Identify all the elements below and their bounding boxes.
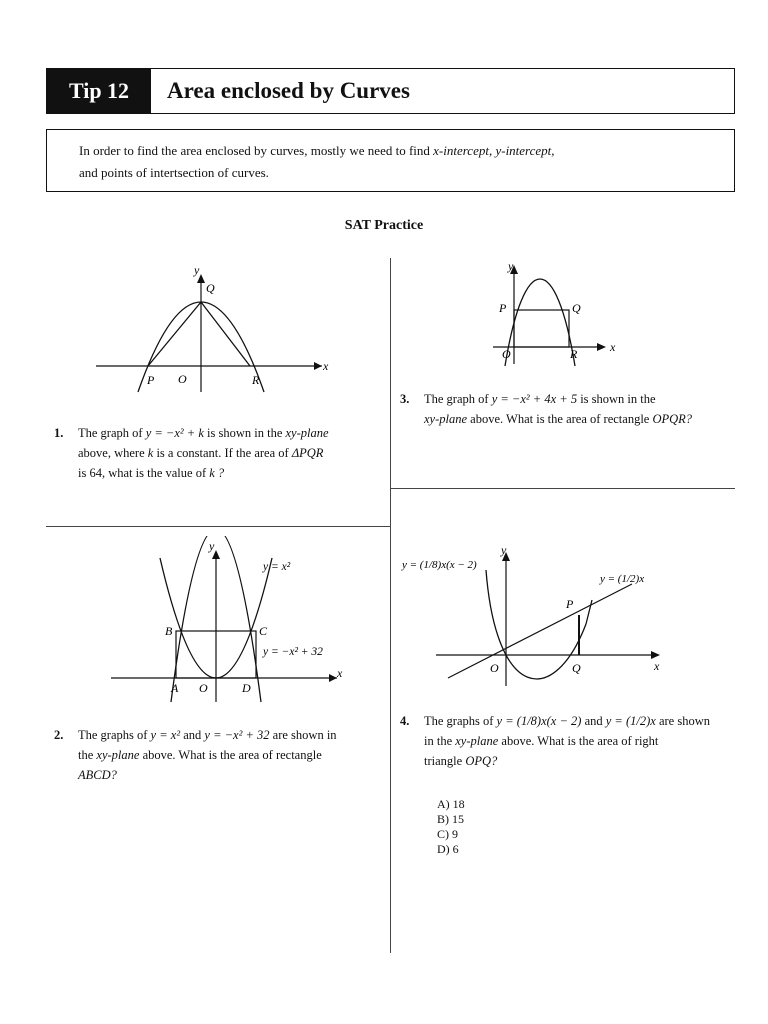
problem-1-text: 1. The graph of y = −x² + k is shown in the xy-plane above, where k is a constant. If the area of ΔPQR is 64, what is the value of k ? xyxy=(54,423,384,483)
svg-text:R: R xyxy=(570,347,578,361)
svg-text:Q: Q xyxy=(206,281,215,295)
problem-2-number: 2. xyxy=(54,728,64,742)
choice-d[interactable]: D) 6 xyxy=(437,842,459,856)
svg-text:Q: Q xyxy=(572,661,581,675)
svg-text:O: O xyxy=(178,372,187,386)
section-title: SAT Practice xyxy=(344,218,424,233)
svg-text:P: P xyxy=(147,373,155,387)
svg-text:y = (1/8)x(x − 2): y = (1/8)x(x − 2) xyxy=(402,559,477,571)
y-intercept-term: y-intercept, xyxy=(495,143,555,158)
svg-text:D: D xyxy=(242,681,251,695)
problem-1-graph xyxy=(90,258,340,398)
svg-text:y = (1/2)x: y = (1/2)x xyxy=(600,573,645,585)
row-divider-left xyxy=(46,526,390,527)
svg-text:y: y xyxy=(209,539,215,553)
svg-text:O: O xyxy=(490,661,499,675)
svg-text:y = x²: y = x² xyxy=(263,561,291,573)
svg-text:O: O xyxy=(199,681,208,695)
intro-line-1: In order to find the area enclosed by curves, mostly we need to find x-intercept, y-intercept, xyxy=(79,143,555,158)
svg-text:x: x xyxy=(654,659,660,673)
svg-text:x: x xyxy=(610,340,616,354)
column-divider-bottom xyxy=(390,488,391,953)
choice-a[interactable]: A) 18 xyxy=(437,797,465,811)
svg-text:x: x xyxy=(323,359,329,373)
svg-text:R: R xyxy=(252,373,260,387)
problem-1-equation: y = −x² + k xyxy=(145,426,204,440)
svg-text:y: y xyxy=(501,543,507,557)
svg-text:P: P xyxy=(499,301,507,315)
svg-text:Q: Q xyxy=(572,301,581,315)
intro-box xyxy=(46,129,735,192)
problem-3-graph xyxy=(488,256,628,368)
svg-text:y: y xyxy=(508,259,514,273)
svg-text:B: B xyxy=(165,624,173,638)
problem-1-number: 1. xyxy=(54,426,64,440)
choice-b[interactable]: B) 15 xyxy=(437,812,464,826)
problem-2-text: 2. The graphs of y = x² and y = −x² + 32 are shown in the xy-plane above. What is the area of rectangle ABCD? xyxy=(54,725,388,785)
tip-title: Area enclosed by Curves xyxy=(167,78,410,103)
svg-text:P: P xyxy=(566,597,574,611)
problem-3-text: 3. The graph of y = −x² + 4x + 5 is shown in the xy-plane above. What is the area of rectangle OPQR? xyxy=(400,389,730,429)
problem-3-number: 3. xyxy=(400,392,410,406)
x-intercept-term: x-intercept, xyxy=(433,143,493,158)
problem-4-number: 4. xyxy=(400,714,410,728)
problem-4-choices xyxy=(437,797,465,857)
problem-3-equation: y = −x² + 4x + 5 xyxy=(491,392,578,406)
svg-text:A: A xyxy=(171,681,179,695)
svg-text:y = −x² + 32: y = −x² + 32 xyxy=(263,646,323,658)
problem-4-graph xyxy=(396,540,686,690)
tip-number: Tip 12 xyxy=(47,69,151,113)
tip-header xyxy=(46,68,735,114)
intro-line-2: and points of intertsection of curves. xyxy=(79,165,269,180)
svg-text:C: C xyxy=(259,624,268,638)
svg-text:y: y xyxy=(194,263,200,277)
svg-text:x: x xyxy=(337,666,343,680)
row-divider-right xyxy=(390,488,735,489)
problem-2-graph xyxy=(105,536,355,706)
problem-4-text: 4. The graphs of y = (1/8)x(x − 2) and y = (1/2)x are shown in the xy-plane above. What is the area of right triangle OPQ? xyxy=(400,711,735,771)
choice-c[interactable]: C) 9 xyxy=(437,827,458,841)
svg-text:O: O xyxy=(502,347,511,361)
